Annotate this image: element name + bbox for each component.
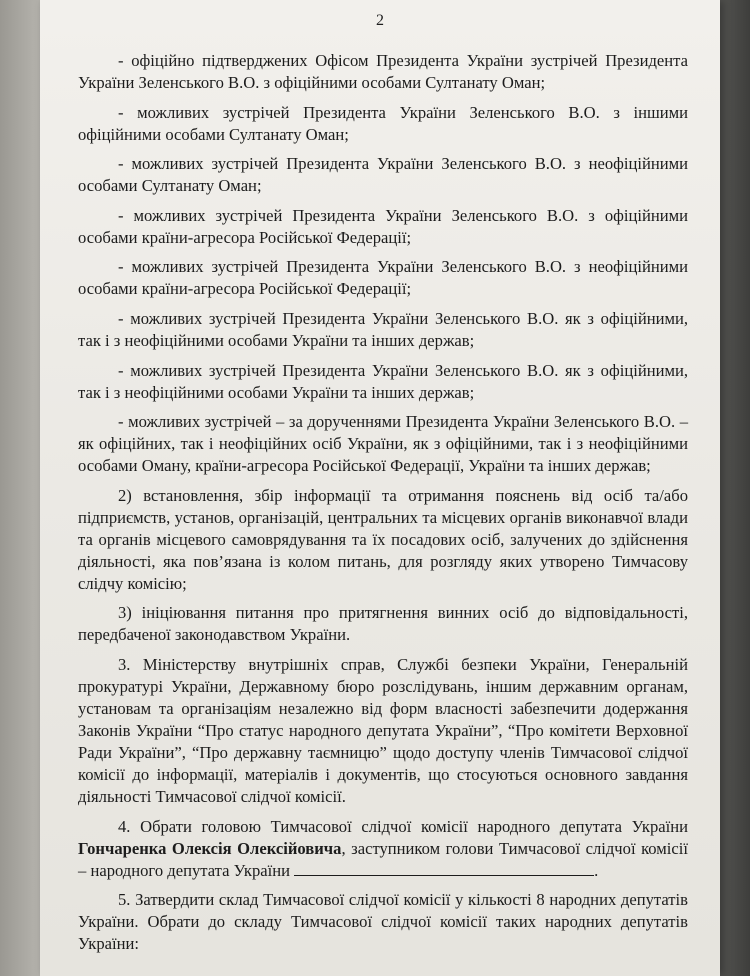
paragraph-official-meetings-oman: - офіційно підтверджених Офісом Президента України зустрічей Президента України Зеленського В.О. з офіційними особами Султанату Оман; <box>78 51 688 92</box>
document-page <box>40 0 720 976</box>
deputy-blank-line <box>294 861 594 876</box>
paragraph-unofficial-aggressor: - можливих зустрічей Президента України Зеленського В.О. з неофіційними особами країни-агресора Російської Федерації; <box>78 257 688 299</box>
paragraph-other-officials-oman: - можливих зустрічей Президента України Зеленського В.О. з іншими офіційними особами Султанату Оман; <box>78 102 688 144</box>
paragraph-section-4-chair <box>78 816 688 882</box>
page-number: 2 <box>376 12 384 29</box>
paragraph-official-aggressor: - можливих зустрічей Президента України Зеленського В.О. з офіційними особами країни-агресора Російської Федерації; <box>78 205 688 247</box>
section-4-lead: 4. Обрати головою Тимчасової слідчої комісії народного депутата України <box>118 816 688 836</box>
paragraph-unofficial-oman: - можливих зустрічей Президента України Зеленського В.О. з неофіційними особами Султанату Оман; <box>78 154 688 196</box>
paragraph-section-3-ministries: 3. Міністерству внутрішніх справ, Службі безпеки України, Генеральній прокуратурі України, Державному бюро розслідувань, іншим державним органам, установам та організаціям незалежно від форм власності забезпечити додержання Законів України “Про статус народного депутата України”, “Про комітети Верховної Ради України”, “Про державну таємницю” щодо доступу членів Тимчасової слідчої комісії до інформації, матеріалів і документів, що стосуються основного завдання діяльності Тимчасової слідчої комісії. <box>78 654 688 806</box>
paragraph-item-2-collection: 2) встановлення, збір інформації та отримання пояснень від осіб та/або підприємств, установ, організацій, центральних та місцевих органів виконавчої влади та органів місцевого самоврядування та їх посадових осіб, залучених до здійснення діяльності, яка пов’язана із колом питань, для розгляду яких утворено Тимчасову слідчу комісію; <box>78 485 688 593</box>
paragraph-ukraine-other-states-2: - можливих зустрічей Президента України Зеленського В.О. як з офіційними, так і з неофіційними особами України та інших держав; <box>78 360 688 402</box>
paragraph-ukraine-other-states-1: - можливих зустрічей Президента України Зеленського В.О. як з офіційними, так і з неофіційними особами України та інших держав; <box>78 308 688 350</box>
section-4-end: . <box>594 860 599 880</box>
paragraph-item-3-initiation: 3) ініціювання питання про притягнення винних осіб до відповідальності, передбаченої законодавством України. <box>78 603 688 645</box>
document-body <box>78 50 688 963</box>
section-4-rest: , заступником голови Тимчасової слідчої комісії – народного депутата України <box>78 838 688 880</box>
paragraph-by-order-of-president: - можливих зустрічей – за дорученнями Президента України Зеленського В.О. – як офіційних, так і неофіційних осіб України, як з офіційними, так і з неофіційними особами Оману, країни-агресора Російської Федерації, України та інших держав; <box>78 412 688 476</box>
chair-name: Гончаренка Олексія Олексійовича <box>78 838 342 858</box>
paragraph-section-5-composition: 5. Затвердити склад Тимчасової слідчої комісії у кількості 8 народних депутатів України. Обрати до складу Тимчасової слідчої комісії таких народних депутатів України: <box>78 890 688 954</box>
